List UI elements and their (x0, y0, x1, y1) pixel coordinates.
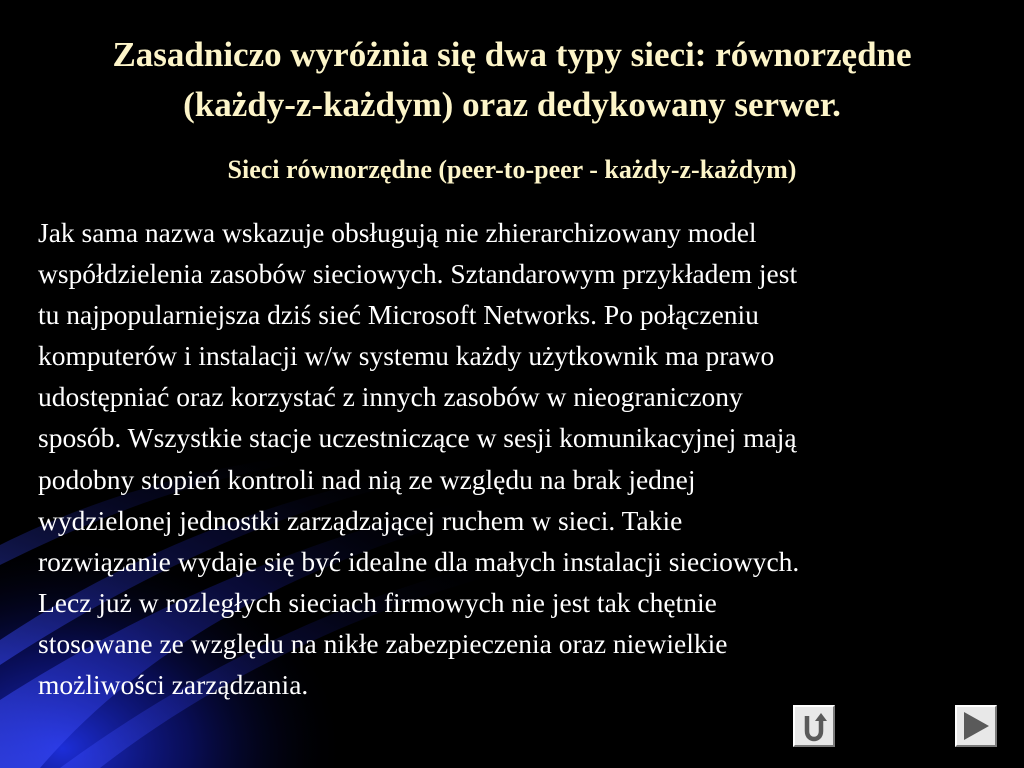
play-triangle-icon (957, 707, 995, 745)
slide-subtitle: Sieci równorzędne (peer-to-peer - każdy-z-każdym) (227, 155, 797, 184)
body-line: komputerów i instalacji w/w systemu każdy użytkownik ma prawo (38, 340, 775, 372)
body-line: możliwości zarządzania. (38, 669, 309, 701)
body-line: Lecz już w rozległych sieciach firmowych nie jest tak chętnie (38, 586, 717, 618)
return-arrow-icon (795, 707, 833, 745)
body-paragraph (38, 212, 998, 705)
return-button[interactable] (793, 705, 835, 747)
body-line: rozwiązanie wydaje się być idealne dla małych instalacji sieciowych. (38, 545, 800, 577)
body-line: stosowane ze względu na nikłe zabezpieczenia oraz niewielkie (38, 627, 728, 659)
body-line: tu najpopularniejsza dziś sieć Microsoft Networks. Po połączeniu (38, 299, 759, 331)
body-line: wydzielonej jednostki zarządzającej ruchem w sieci. Takie (38, 504, 683, 536)
slide-title-line: Zasadniczo wyróżnia się dwa typy sieci: równorzędne (112, 35, 912, 74)
slide-title-line: (każdy-z-każdym) oraz dedykowany serwer. (183, 85, 841, 124)
body-line: udostępniać oraz korzystać z innych zasobów w nieograniczony (38, 381, 743, 413)
slide-title (20, 30, 1004, 130)
body-line: podobny stopień kontroli nad nią ze względu na brak jednej (38, 463, 696, 495)
next-slide-button[interactable] (955, 705, 997, 747)
body-line: współdzielenia zasobów sieciowych. Sztandarowym przykładem jest (38, 258, 798, 290)
body-line: Jak sama nazwa wskazuje obsługują nie zhierarchizowany model (38, 217, 757, 248)
body-line: sposób. Wszystkie stacje uczestniczące w sesji komunikacyjnej mają (38, 422, 797, 454)
